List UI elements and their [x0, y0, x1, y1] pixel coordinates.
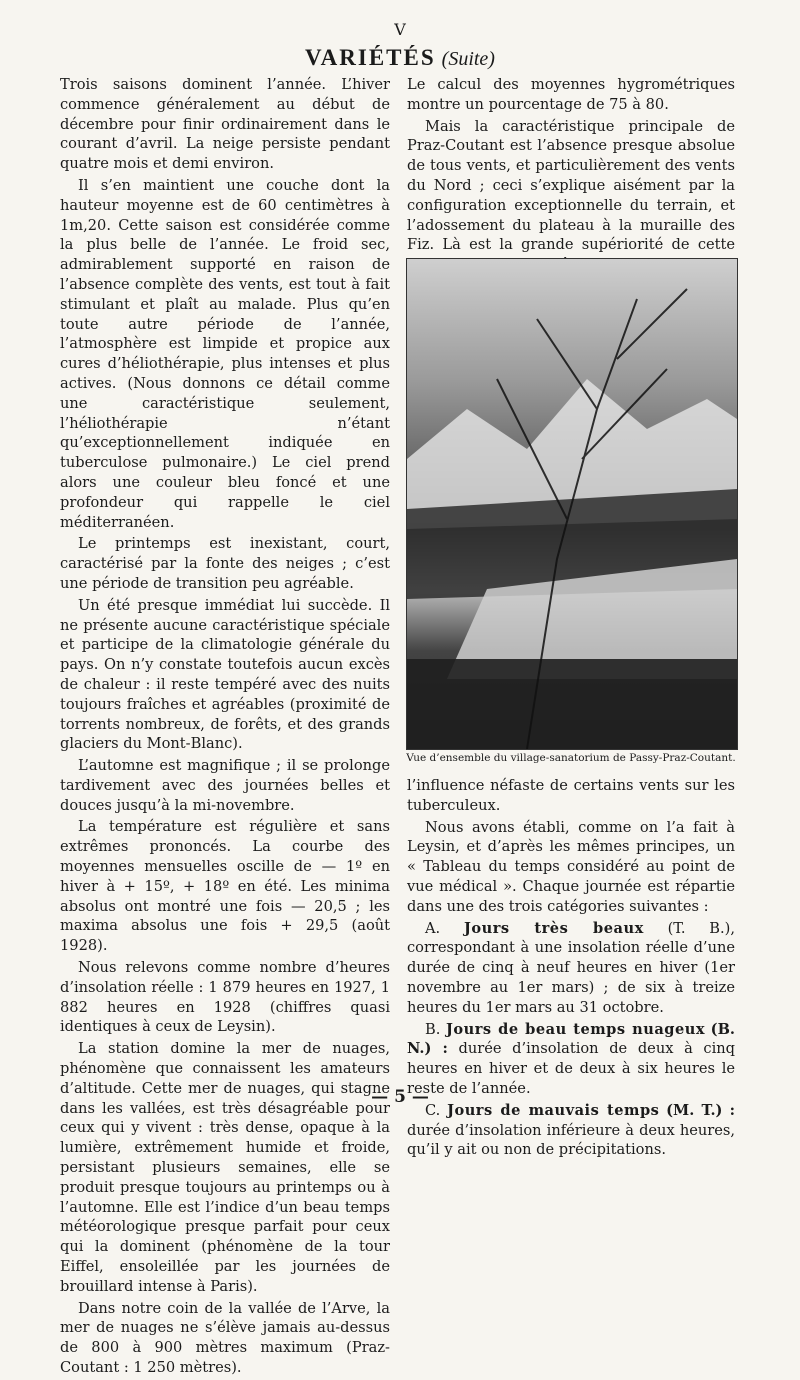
paragraph: l’influence néfaste de certains vents sur les tuberculeux.	[407, 777, 735, 814]
page-number: — 5 —	[371, 1087, 429, 1107]
paragraph: Nous relevons comme nombre d’heures d’insolation réelle : 1 879 heures en 1927, 1 882 heures en 1928 (chiffres quasi identiques à ceux de Leysin).	[60, 959, 390, 1036]
left-column	[60, 75, 390, 1380]
landscape-photo	[406, 258, 738, 750]
title-subtitle: (Suite)	[441, 48, 495, 70]
paragraph: Trois saisons dominent l’année. L’hiver commence généralement au début de décembre pour finir ordinairement dans le courant d’avril. La neige persiste pendant quatre mois et demi environ.	[60, 76, 390, 173]
page-roman-numeral: V	[394, 20, 406, 39]
paragraph: Dans notre coin de la vallée de l’Arve, la mer de nuages ne s’élève jamais au-dessus de 800 à 900 mètres maximum (Praz-Coutant : 1 250 mètres).	[60, 1299, 390, 1376]
paragraph: Nous avons établi, comme on l’a fait à Leysin, et d’après les mêmes principes, un « Tableau du temps considéré au point de vue médical ». Chaque journée est répartie dans une des trois catégories suivantes :	[407, 818, 735, 915]
paragraph: Un été presque immédiat lui succède. Il ne présente aucune caractéristique spéciale et participe de la climatologie générale du pays. On n’y constate toutefois aucun excès de chaleur : il reste tempéré avec des nuits toujours fraîches et agréables (proximité de torrents nombreux, de forêts, et des grands glaciers du Mont-Blanc).	[60, 596, 390, 753]
title-main: VARIÉTÉS	[305, 45, 436, 70]
paragraph: Il s’en maintient une couche dont la hauteur moyenne est de 60 centimètres à 1m,20. Cette saison est considérée comme la plus belle de l’année. Le froid sec, admirablement supporté en raison de l’absence complète des vents, est tout à fait stimulant et plaît au malade. Plus qu’en toute autre période de l’année, l’atmosphère est limpide et propice aux cures d’héliothérapie, plus intenses et plus actives. (Nous donnons ce détail comme une caractéristique seulement, l’héliothérapie n’étant qu’exceptionnellement indiquée en tuberculose pulmonaire.) Le ciel prend alors une couleur bleu foncé et une profondeur qui rappelle le ciel méditerranéen.	[60, 176, 390, 531]
right-column-top	[407, 75, 735, 277]
photo-illustration	[407, 259, 737, 749]
photo-caption: Vue d’ensemble du village-sanatorium de Passy-Praz-Coutant.	[406, 752, 736, 764]
paragraph: Le printemps est inexistant, court, caractérisé par la fonte des neiges ; c’est une période de transition peu agréable.	[60, 535, 390, 592]
paragraph: Mais la caractéristique principale de Praz-Coutant est l’absence presque absolue de tous vents, et particulièrement des vents du Nord ; ceci s’explique aisément par la configuration exceptionnelle du terrain, et l’adossement du plateau à la muraille des Fiz. Là est la grande supériorité de cette	[407, 117, 735, 254]
paragraph: La station domine la mer de nuages, phénomène que connaissent les amateurs d’altitude. Cette mer de nuages, qui stagne dans les vallées, est très désagréable pour ceux qui y vivent : très dense, opaque à la lumière, extrêmement humide et froide, persistant plusieurs semaines, elle se produit presque toujours au printemps ou à l’automne. Elle est l’indice d’un beau temps météorologique presque parfait pour ceux qui la dominent (phénomène de la tour Eiffel, ensoleillée par les journées de brouillard intense à Paris).	[60, 1040, 390, 1295]
category-c: C. Jours de mauvais temps (M. T.) : durée d’insolation inférieure à deux heures, qu’il y ait ou non de précipitations.	[407, 1101, 736, 1159]
category-a: A. Jours très beaux (T. B.), correspondant à une insolation réelle d’une durée de cinq à neuf heures en hiver (1er novembre au 1er mars) ; de six à treize heures du 1er mars au 31 octobre.	[407, 919, 735, 1016]
paragraph: La température est régulière et sans extrêmes prononcés. La courbe des moyennes mensuelles oscille de — 1º en hiver à + 15º, + 18º en été. Les minima absolus ont montré une fois — 20,5 ; les maxima absolus une fois + 29,5 (août 1928).	[60, 818, 390, 955]
category-b: B. Jours de beau temps nuageux (B. N.) : durée d’insolation de deux à cinq heures en hiver et de deux à six heures le reste de l’année.	[407, 1020, 736, 1097]
section-title	[0, 45, 800, 71]
paragraph: Le calcul des moyennes hygrométriques montre un pourcentage de 75 à 80.	[407, 76, 735, 113]
paragraph: L’automne est magnifique ; il se prolonge tardivement avec des journées belles et douces jusqu’à la mi-novembre.	[60, 757, 390, 814]
